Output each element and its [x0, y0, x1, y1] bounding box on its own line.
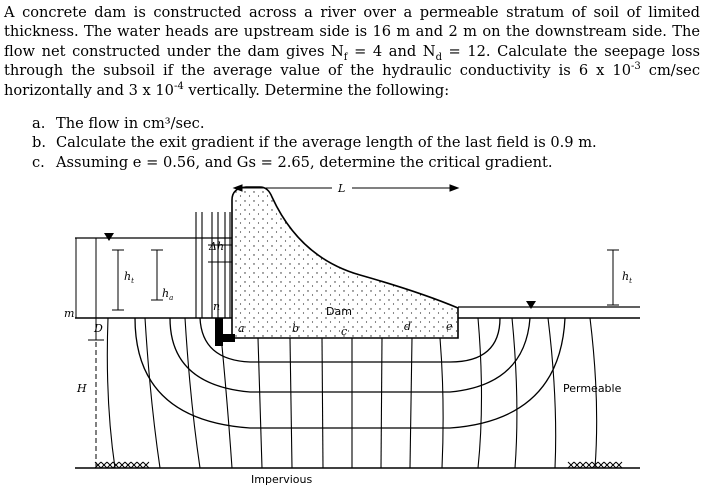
label-n: n — [213, 300, 221, 313]
label-d: d — [404, 320, 412, 333]
label-delta-h: Δh — [209, 240, 225, 253]
label-H: H — [77, 382, 87, 395]
label-impervious: Impervious — [251, 473, 313, 486]
upstream-apron — [215, 334, 235, 342]
label-c: c — [341, 325, 348, 338]
label-D: D — [94, 322, 103, 335]
question-text: The flow in cm³/sec. — [56, 115, 205, 132]
downstream-water-marker — [526, 301, 536, 309]
label-ht-left: $h_t$ — [124, 270, 134, 285]
label-L: L — [338, 182, 346, 195]
equipotential-lines — [107, 318, 596, 468]
question-marker: c. — [32, 153, 45, 171]
upstream-water-marker — [104, 233, 114, 241]
question-text: Calculate the exit gradient if the average length of the last field is 0.9 m. — [56, 134, 597, 152]
question-marker: a. — [32, 115, 46, 132]
label-dam: Dam — [326, 305, 352, 318]
label-a: a — [238, 322, 245, 335]
question-text: Assuming e = 0.56, and Gs = 2.65, determine the critical gradient. — [56, 153, 553, 171]
label-ha: $h_a$ — [162, 287, 174, 302]
label-b: b — [292, 322, 300, 335]
problem-statement: A concrete dam is constructed across a river over a permeable stratum of soil of limited thickness. The water heads are upstream side is 16 m and 2 m on the downstream side. The flow net constructed under the dam gives $N_f = 4$ and $N_d = 12$. Calculate the seepage loss through the subsoil if the average value of the hydraulic conductivity is 6 x $10^{-3}$ cm/sec horizontally and 3 x $10^{-4}$ vertically. Determine the following: — [4, 4, 701, 99]
label-m: m — [64, 307, 75, 320]
hatch-left — [95, 462, 149, 468]
label-permeable: Permeable — [563, 382, 622, 395]
label-ht-right: $h_t$ — [622, 270, 632, 285]
label-e: e — [446, 320, 453, 333]
question-marker: b. — [32, 134, 46, 152]
